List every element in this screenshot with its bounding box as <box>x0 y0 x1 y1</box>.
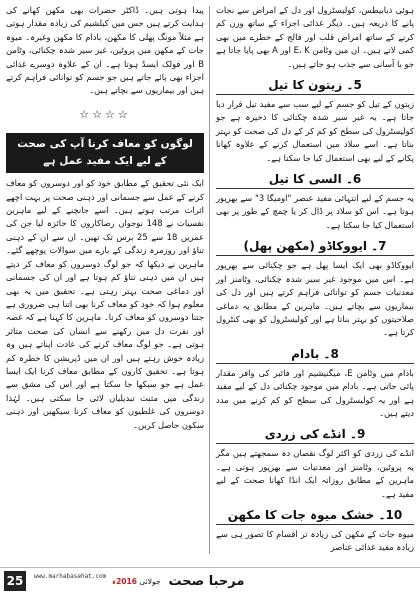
masthead-bar <box>112 574 244 589</box>
egg-yolk-paragraph: انڈے کی زردی کو اکثر لوگ نقصان دہ سمجھتے ہیں مگر یہ پروٹین، وٹامنز اور معدنیات سے بھرپور ہوتی ہے۔ ماہرین کے مطابق روزانہ ایک انڈا کھانا صحت کے لیے مفید ہے۔ <box>216 448 414 499</box>
issue-month: جولائی <box>139 576 161 586</box>
section-heading-olive-oil: 5۔ زیتون کا تیل <box>216 77 414 95</box>
issue-year: 2016ء <box>112 576 137 586</box>
right-column <box>216 4 414 557</box>
almonds-paragraph: بادام میں وٹامن E، میگنیشیم اور فائبر کی وافر مقدار پائی جاتی ہے۔ بادام میں موجود چکنائی دل کے لیے مفید ہے اور یہ کولیسٹرول کی سطح کو کم کرنے میں مدد دیتے ہیں۔ <box>216 367 414 418</box>
left-column <box>6 4 204 434</box>
page-footer <box>0 567 420 594</box>
section-heading-almonds: 8۔ بادام <box>216 346 414 364</box>
flaxseed-oil-paragraph: یہ جسم کے لیے انتہائی مفید عنصر "اومیگا 3" سے بھرپور ہوتا ہے۔ اس کو سلاد پر ڈال کر یا چمچ کے طور پر بھی استعمال کیا جا سکتا ہے۔ <box>216 193 414 230</box>
website-url: www.marhabasehat.com <box>34 572 107 580</box>
page-number: 25 <box>4 571 26 591</box>
issue-date <box>112 577 160 586</box>
nut-butter-paragraph: میوہ جات کے مکھن کی زیادہ تر اقسام کا تصور ہی سے زیادہ مفید غذائی عناصر <box>216 528 414 553</box>
column-divider <box>209 6 210 554</box>
continued-paragraph: پیدا ہوتی ہیں۔ ڈاکٹر حضرات بھی مکھن کھانے کی ہدایت کرتے ہیں جس میں کیلشیم کی زیادہ مقدار ہوتی ہے مثلاً مونگ پھلی کا مکھن، بادام کا مکھن وغیرہ۔ میوہ جات کے مکھن میں پروٹین، غیر سیر شدہ چکنائی، وٹامن B اور فولک ایسڈ ہوتا ہے۔ ان کے علاوہ دوسرے غذائی اجزاء بھی پائے جاتے ہیں جو جسم کو توانائی فراہم کرتے ہیں اور بیماریوں سے بچاتے ہیں۔ <box>6 5 204 96</box>
article-headline: لوگوں کو معاف کرنا آپ کی صحت کے لیے ایک مفید عمل ہے <box>6 133 204 173</box>
masthead-logo: مرحبا صحت <box>168 573 245 589</box>
section-heading-avocado: 7۔ ایووکاڈو (مکھن پھل) <box>216 238 414 256</box>
section-heading-nut-butter: 10۔ خشک میوہ جات کا مکھن <box>216 507 414 525</box>
avocado-paragraph: ایووکاڈو بھی ایک ایسا پھل ہے جو چکنائی سے بھرپور ہے۔ اس میں موجود غیر سیر شدہ چکنائی، وٹامنز اور معدنیات جسم کو توانائی فراہم کرتے ہیں اور دل کی بیماریوں سے بچاتے ہیں۔ ماہرین کے مطابق یہ دماغی صلاحیتوں کو بہتر بناتا ہے اور کولیسٹرول کو بھی کنٹرول کرتا ہے۔ <box>216 260 414 338</box>
section-heading-flaxseed-oil: 6۔ السی کا تیل <box>216 171 414 189</box>
olive-oil-paragraph: زیتون کے تیل کو جسم کے لیے سب سے مفید تیل قرار دیا جاتا ہے۔ یہ غیر سیر شدہ چکنائی کا ذخیرہ ہے جو کولیسٹرول کی سطح کو کم کر کے دل کی صحت کو بہتر بناتا ہے۔ اسے سلاد میں استعمال کرنے کے علاوہ کھانا پکانے کے لیے بھی استعمال کیا جا سکتا ہے۔ <box>216 99 414 163</box>
section-heading-egg-yolk: 9۔ انڈے کی زردی <box>216 426 414 444</box>
forgiveness-article-body: ایک نئی تحقیق کے مطابق خود کو اور دوسروں کو معاف کرنے کے عمل سے جسمانی اور ذہنی صحت پر بہت اچھے اثرات مرتب ہوتے ہیں۔ اسے جانچنے کے لیے ماہرین نفسیات نے 148 نوجوان رضاکاروں کا جائزہ لیا جن کی عمریں 18 سے 25 برس تک تھیں۔ ان سے ان کے ذہنی تناؤ اور روزمرہ زندگی کے بارے میں سوالات پوچھے گئے۔ ماہرین نے دیکھا کہ جو لوگ دوسروں کو معاف کر دیتے ہیں ان میں ذہنی تناؤ کم ہوتا ہے اور ان کی جسمانی اور دماغی صحت بہتر رہتی ہے۔ تحقیق میں یہ بھی معلوم ہوا کہ خود کو معاف کرنا بھی اتنا ہی ضروری ہے جتنا دوسروں کو معاف کرنا۔ ماہرین کا کہنا ہے کہ غصہ اور نفرت دل میں رکھنے سے انسان کی صحت متاثر ہوتی ہے۔ جو لوگ معاف کرنے کی عادت اپناتے ہیں وہ زیادہ خوش رہتے ہیں اور ان میں ڈپریشن کا خطرہ کم ہوتا ہے۔ تحقیق کاروں کے مطابق معاف کرنا ایک ایسا عمل ہے جو سیکھا جا سکتا ہے اور اس کی مشق سے زندگی میں مثبت تبدیلیاں لائی جا سکتی ہیں۔ لہٰذا دوسروں کی غلطیوں کو معاف کرنا سیکھیں اور ذہنی سکون حاصل کریں۔ <box>6 178 204 430</box>
stars-separator: ☆☆☆☆ <box>79 107 131 121</box>
intro-paragraph: ہوئی ذیابیطس، کولیسٹرول اور دل کے امراض سے نجات پانے کا ذریعہ ہیں۔ دیگر غذائی اجزاء کے ساتھ وزن کم کرنے کے ساتھ امراض قلب اور فالج کے خطرے میں بھی کمی لاتے ہیں۔ ان میں وٹامن E، K اور A بھی پایا جاتا ہے جو با آسانی سے جذب ہو جاتے ہیں۔ <box>216 5 415 69</box>
